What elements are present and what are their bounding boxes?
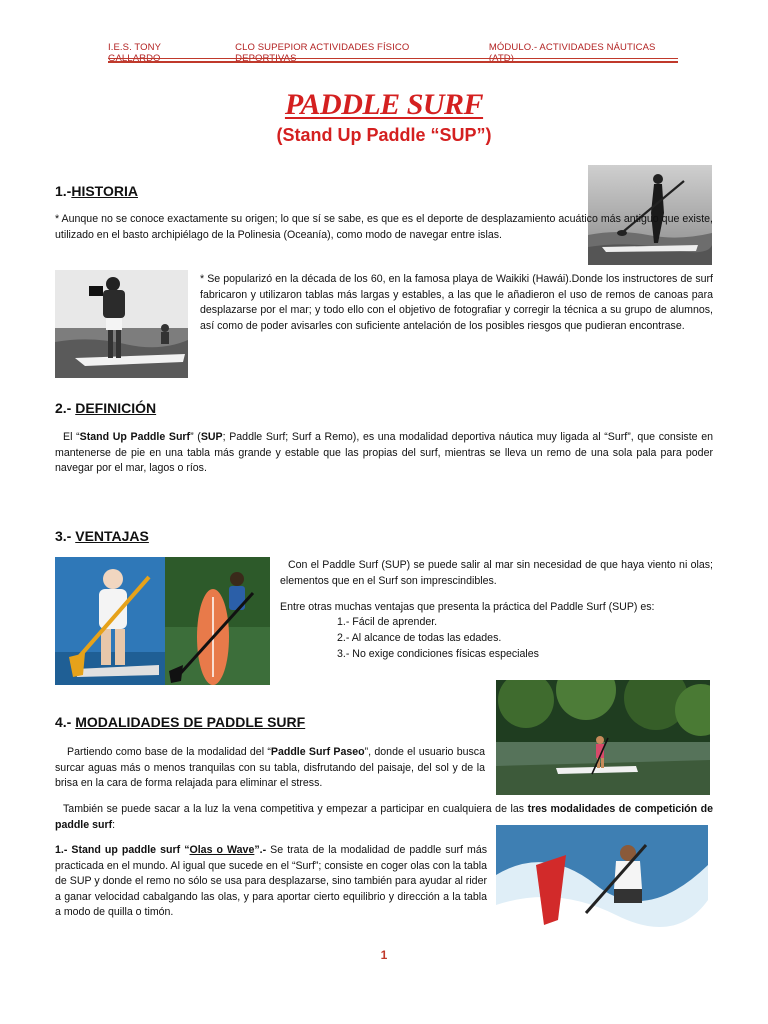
modalidades-paragraph-1 [55,745,485,792]
photo-paddler-in-jungle-river [496,680,710,795]
term-olas-wave: Olas o Wave [189,844,255,856]
document-subtitle: (Stand Up Paddle “SUP”) [276,125,492,145]
section-heading-ventajas [55,528,149,544]
ventajas-list [337,614,707,662]
term-tres-modalidades: tres modalidades de competición de paddle surf [55,803,713,831]
ventajas-paragraph-2: Entre otras muchas ventajas que presenta la práctica del Paddle Surf (SUP) es: [280,601,655,613]
ventajas-paragraph-1: Con el Paddle Surf (SUP) se puede salir al mar sin necesidad de que haya viento ni olas; elementos que en el Surf son imprescindibles. [280,559,713,587]
photo-photographer-on-board [55,270,188,378]
list-item: 1.- Fácil de aprender. [337,616,438,628]
header-module: MÓDULO.- ACTIVIDADES NÁUTICAS (ATD) [488,42,656,64]
photo-wave-paddle-surfer [496,825,708,938]
text-run: También se puede sacar a la luz la vena competitiva y empezar a participar en cualquiera de las [63,803,528,815]
page-number: 1 [380,948,388,962]
historia-paragraph-2: * Se popularizó en la década de los 60, en la famosa playa de Waikiki (Hawái).Donde los instructores de surf fabricaron y utilizaron tablas más largas y estables, a las que le añadieron el uso de remos de canoas para desplazarse por el mar; y todo ello con el objetivo de fotografiar y corregir la técnica a su grupo de alumnos, así como de poder avisarles con suficiente antelación de los posibles riesgos que pudieran encontrase. [200,273,713,332]
header-school: I.E.S. TONY GALLARDO [108,42,161,64]
text-run: Partiendo como base de la modalidad del “ [67,746,271,758]
header-rule-thick [108,61,678,63]
document-title: PADDLE SURF [284,88,484,121]
text-run: ” ( [190,431,201,443]
section-number: 4.- [55,714,72,730]
section-title: DEFINICIÓN [75,400,157,416]
section-number: 1.- [55,183,72,199]
section-title: HISTORIA [71,183,138,199]
text-run: El “ [63,431,80,443]
header-rule-thin [108,58,678,59]
section-number: 2.- [55,400,72,416]
text-run: ”, donde el usuario busca surcar aguas más o menos tranquilas con su tabla, disfrutando del paisaje, del sol y de la brisa en la cara de forma relajada para eliminar el stress. [55,746,486,789]
section-heading-modalidades [55,714,305,730]
photo-elderly-and-child-paddlers [55,557,270,685]
text-run: Se trata de la modalidad de paddle surf más practicada en el mundo. Al igual que sucede en el “Surf”; consiste en coger olas con la tabla de SUP y donde el remo no sólo se usa para desplazarse, sino también para ayudar al rider a ganar velocidad cabalgando las olas, y para aportar cierto equilibrio y dirección a la tabla a modo de quilla o timón. [55,844,488,918]
section-title: VENTAJAS [75,528,149,544]
section-number: 3.- [55,528,72,544]
header-course: CLO SUPEPIOR ACTIVIDADES FÍSICO DEPORTIVAS [235,42,410,64]
list-item: 2.- Al alcance de todas las edades. [337,632,502,644]
term-olas-wave-prefix: 1.- Stand up paddle surf “ [55,844,190,856]
text-run: : [112,818,116,831]
list-item: 3.- No exige condiciones físicas especiales [337,648,539,660]
term-sup-full: Stand Up Paddle Surf [79,431,191,443]
term-olas-wave-suffix: ”.- [254,844,267,856]
section-heading-historia [55,183,138,199]
section-heading-definicion [55,400,156,416]
definicion-paragraph [55,430,713,477]
section-title: MODALIDADES DE PADDLE SURF [75,714,306,730]
term-sup: SUP [200,431,223,443]
text-run: ; Paddle Surf; Surf a Remo), es una modalidad deportiva náutica muy ligada al “Surf”, que consiste en mantenerse de pie en una tabla más grande y estable que las propias del surf, mientras se lleva un remo de una sola pala para poder navegar por el mar, lagos o ríos. [55,431,713,474]
term-paddle-surf-paseo: Paddle Surf Paseo [270,746,365,758]
modalidades-paragraph-3 [55,843,487,921]
historia-paragraph-1: * Aunque no se conoce exactamente su origen; lo que sí se sabe, es que es el deporte de desplazamiento acuático más antiguo que existe, utilizado en el basto archipiélago de la Polinesia (Oceanía), como modo de navegar entre islas. [55,213,713,241]
